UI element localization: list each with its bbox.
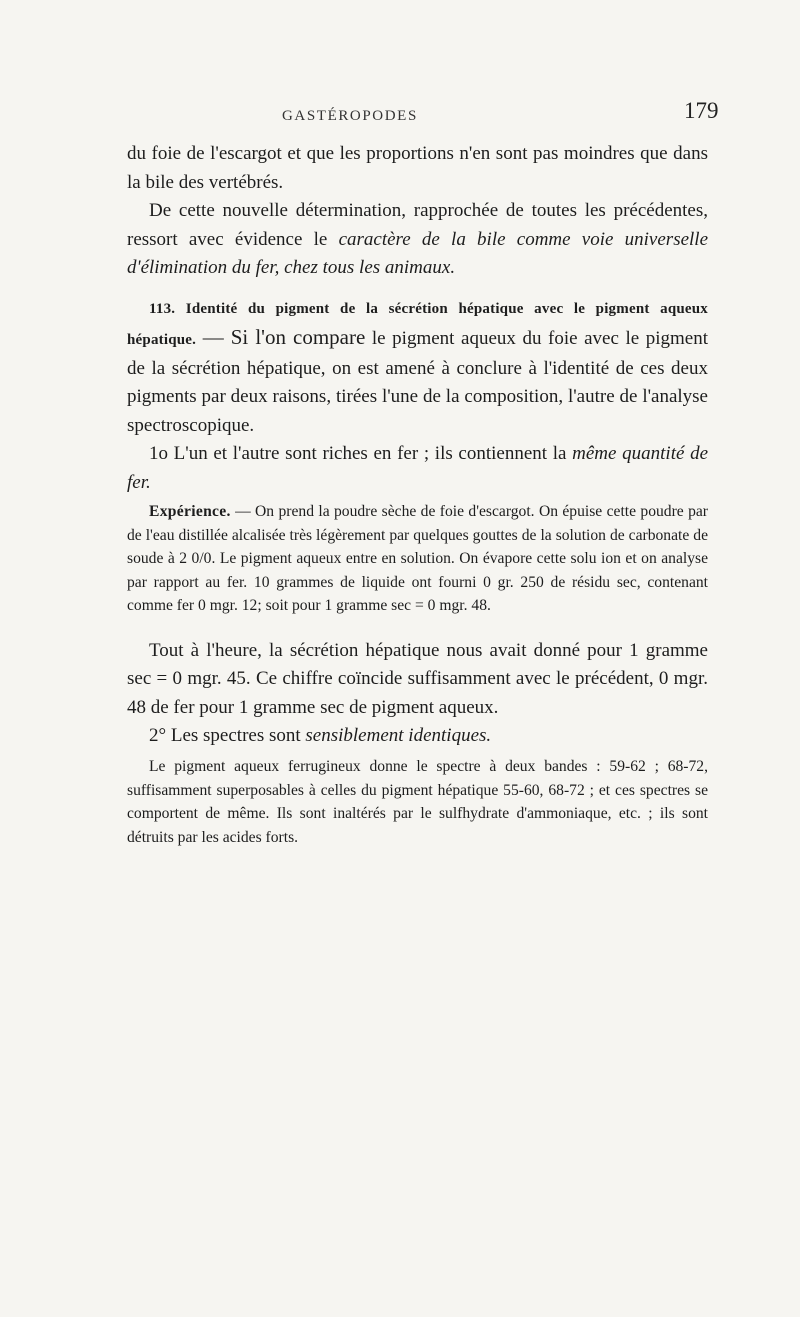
section-text: le pigment aqueux du foie avec le pigment de la sécrétion hépatique, on est amené à conclure à l'identité de ces deux pigments par deux raisons, tirées l'une de la composition, l'autre de l'analyse spectroscopique. <box>127 328 709 436</box>
emphasis-text: caractère de la bile comme voie universelle d'élimination du fer, chez tous les animaux. <box>127 228 709 278</box>
point-2-emphasis: sensiblement identiques. <box>305 725 492 747</box>
experience-paragraph <box>127 500 708 618</box>
point-1-text: 1o L'un et l'autre sont riches en fer ; ils contiennent la <box>149 443 567 464</box>
conclusion-paragraph: Tout à l'heure, la sécrétion hépatique nous avait donné pour 1 gramme sec = 0 mgr. 45. Ce chiffre coïncide suffisamment avec le précédent, 0 mgr. 48 de fer pour 1 gramme sec de pigment aqueux. <box>127 639 708 718</box>
page-header <box>0 98 800 138</box>
spectra-note: Le pigment aqueux ferrugineux donne le spectre à deux bandes : 59-62 ; 68-72, suffisamment superposables à celles du pigment hépatique 55-60, 68-72 ; et ces spectres se comportent de même. Ils sont inaltérés par le sulfhydrate d'ammoniaque, etc. ; ils sont détruits par les acides forts. <box>127 757 708 846</box>
point-1-emphasis: même quantité de fer. <box>127 443 709 493</box>
paragraph-continuation: du foie de l'escargot et que les proportions n'en sont pas moindres que dans la bile des vertébrés. <box>127 143 708 193</box>
point-1 <box>127 440 708 497</box>
page-number: 179 <box>684 98 719 123</box>
paragraph-text: De cette nouvelle détermination, rapprochée de toutes les précédentes, ressort avec évidence le <box>127 200 708 250</box>
section-lead: — Si l'on compare <box>202 325 366 349</box>
point-2-text: 2° Les spectres sont <box>149 725 301 747</box>
point-2 <box>127 722 708 751</box>
running-head: GASTÉROPODES <box>282 108 418 124</box>
experience-text: — On prend la poudre sèche de foie d'escargot. On épuise cette poudre par de l'eau distillée alcalisée très légèrement par quelques gouttes de la solution de carbonate de soude à 2 0/0. Le pigment aqueux entre en solution. On évapore cette solu ion et on analyse par rapport au fer. 10 grammes de liquide ont fourni 0 gr. 250 de résidu sec, contenant comme fer 0 mgr. 12; soit pour 1 gramme sec = 0 mgr. 48. <box>127 503 708 615</box>
section-113 <box>127 294 708 441</box>
section-heading: 113. Identité du pigment de la sécrétion hépatique avec le pigment aqueux hépatique. <box>127 300 708 348</box>
paragraph-conclusion-bile <box>127 197 708 283</box>
page-body <box>127 140 708 849</box>
experience-label: Expérience. <box>149 503 231 520</box>
